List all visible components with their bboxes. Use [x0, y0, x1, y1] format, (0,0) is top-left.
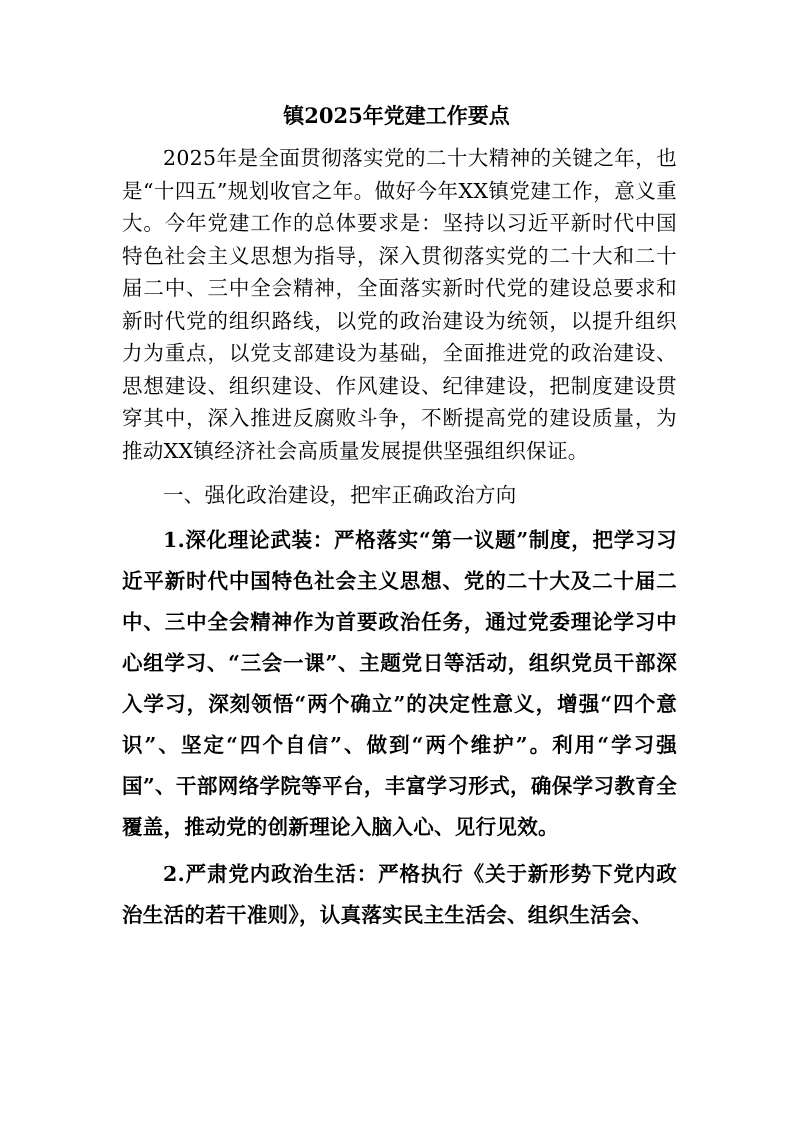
- document-body: [122, 142, 677, 936]
- item-1-paragraph: 1.深化理论武装：严格落实“第一议题”制度，把学习习近平新时代中国特色社会主义思想、党的二十大及二十届二中、三中全会精神作为首要政治任务，通过党委理论学习中心组学习、“三会一课”、主题党日等活动，组织党员干部深入学习，深刻领悟“两个确立”的决定性意义，增强“四个意识”、坚定“四个自信”、做到“两个维护”。利用“学习强国”、干部网络学院等平台，丰富学习形式，确保学习教育全覆盖，推动党的创新理论入脑入心、见行见效。: [122, 527, 677, 839]
- document-title: 镇2025年党建工作要点: [283, 103, 510, 128]
- section-heading-1: 一、强化政治建设，把牢正确政治方向: [163, 483, 517, 507]
- intro-paragraph: 2025年是全面贯彻落实党的二十大精神的关键之年，也是“十四五”规划收官之年。做好今年XX镇党建工作，意义重大。今年党建工作的总体要求是：坚持以习近平新时代中国特色社会主义思想为指导，深入贯彻落实党的二十大和二十届二中、三中全会精神，全面落实新时代党的建设总要求和新时代党的组织路线，以党的政治建设为统领，以提升组织力为重点，以党支部建设为基础，全面推进党的政治建设、思想建设、组织建设、作风建设、纪律建设，把制度建设贯穿其中，深入推进反腐败斗争，不断提高党的建设质量，为推动XX镇经济社会高质量发展提供坚强组织保证。: [122, 146, 677, 463]
- item-2-paragraph: 2.严肃党内政治生活：严格执行《关于新形势下党内政治生活的若干准则》，认真落实民主生活会、组织生活会、: [122, 861, 677, 927]
